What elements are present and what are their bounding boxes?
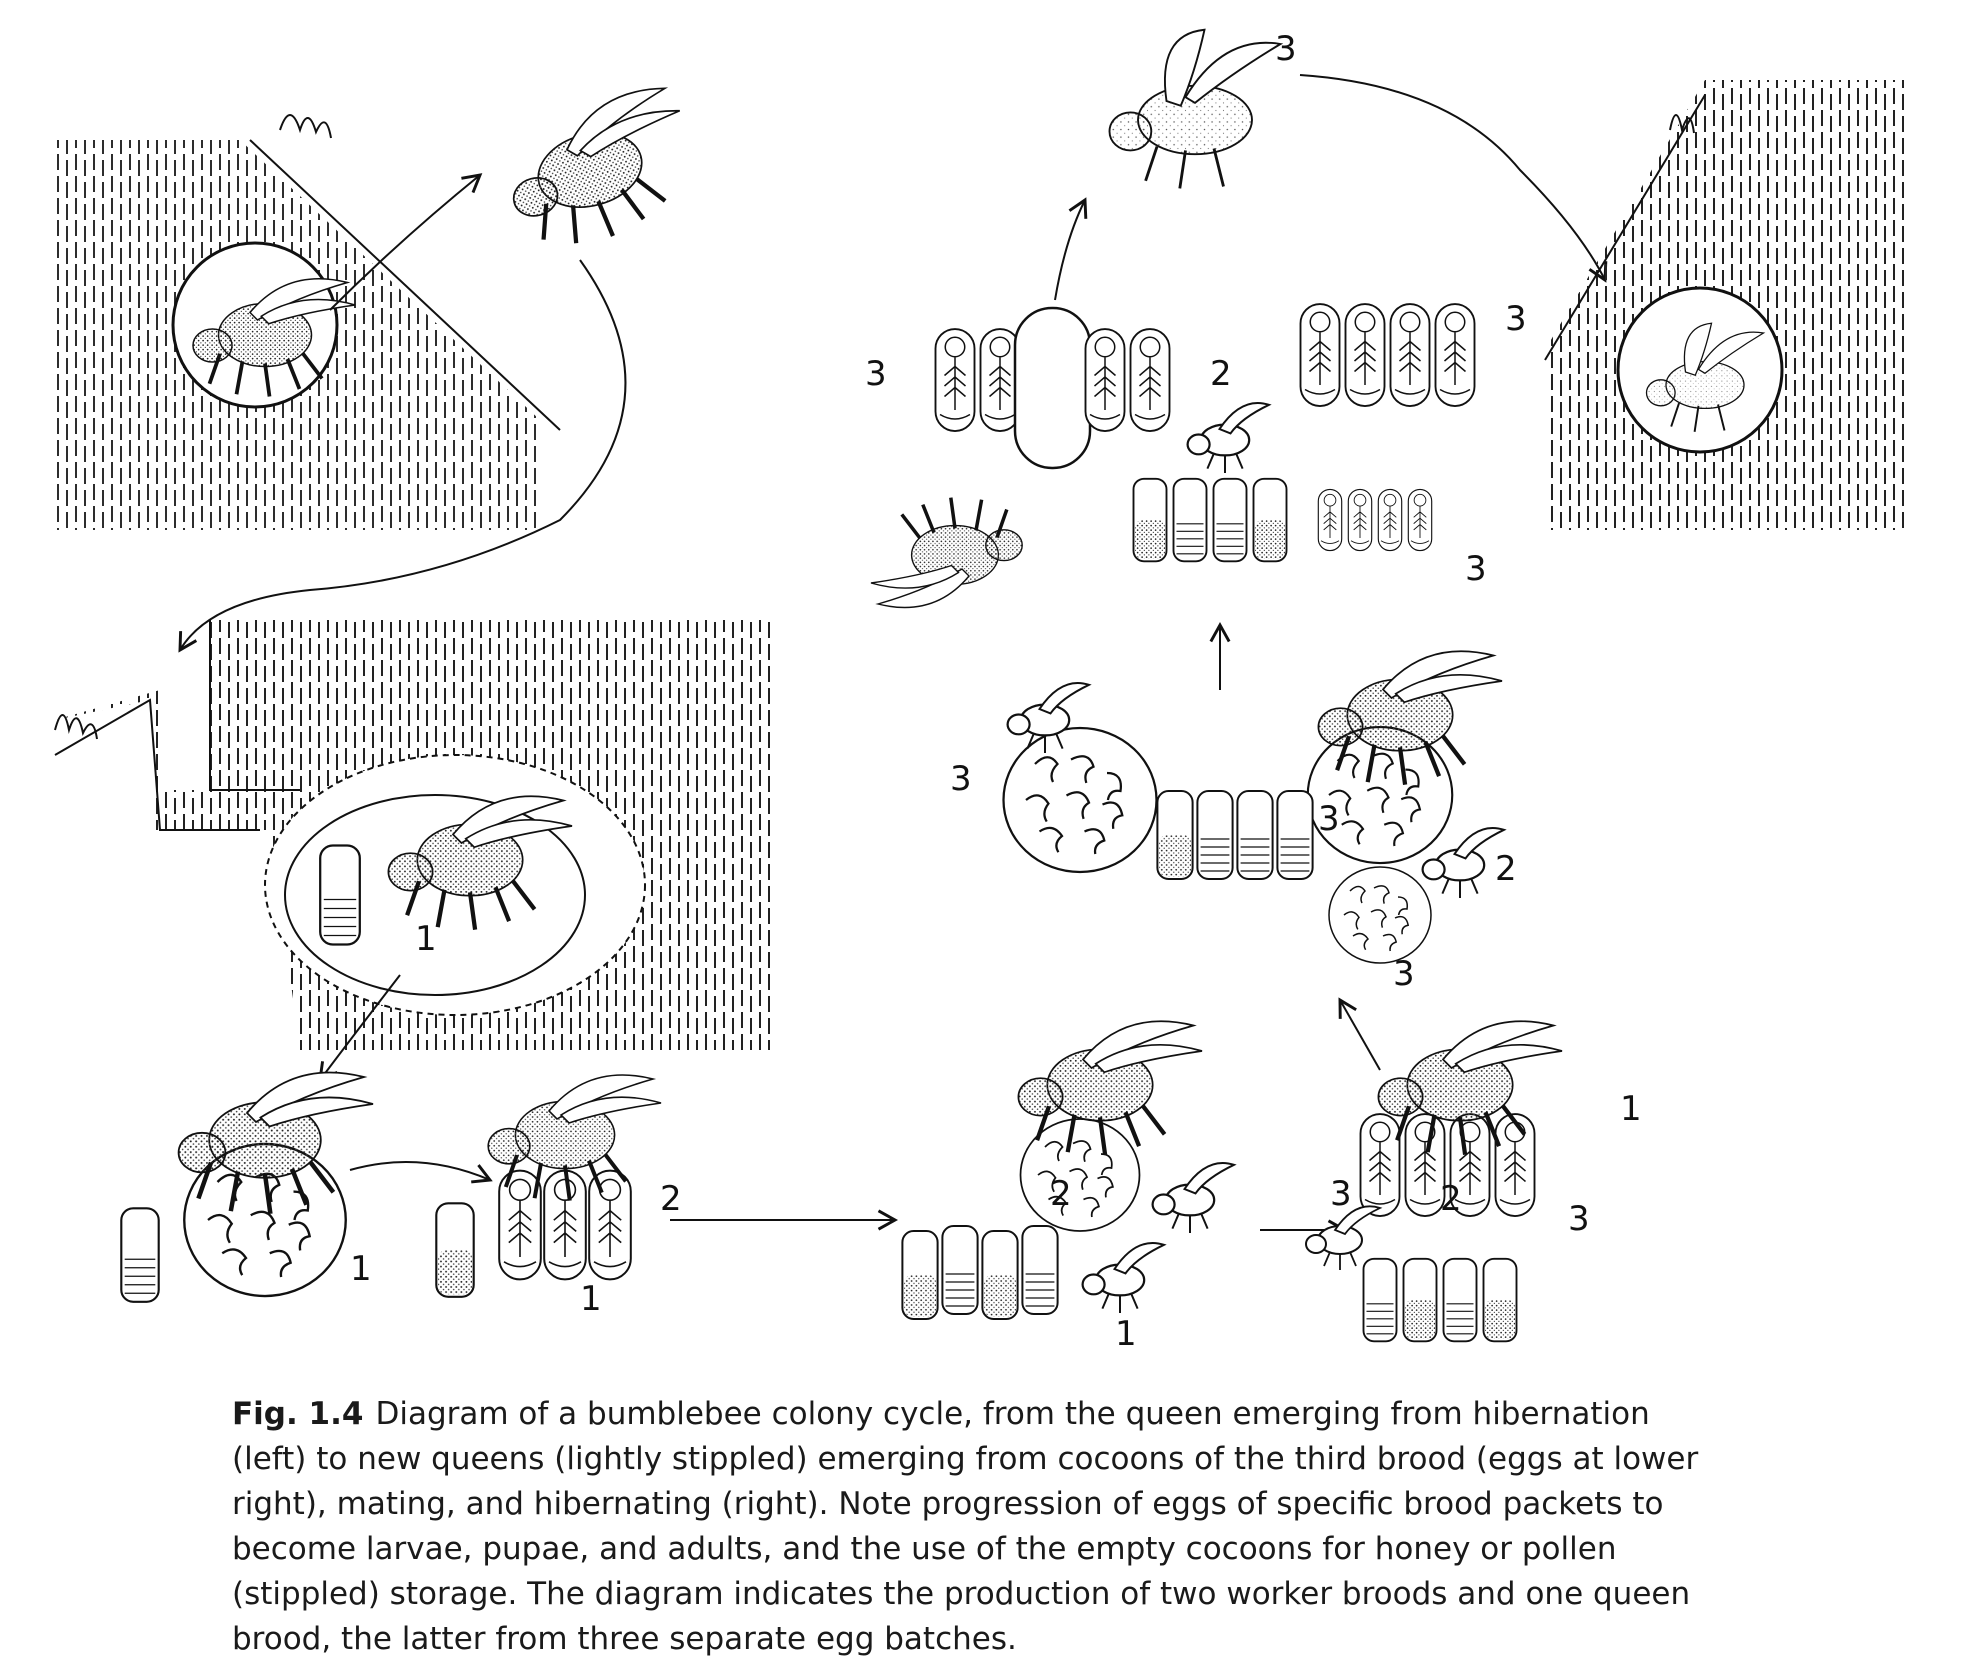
stage2-brood-2-label: 2 [660, 1179, 682, 1219]
pollen-pot-2 [436, 1203, 473, 1297]
hibernation-soil-left [55, 115, 560, 530]
honeypot-1 [121, 1208, 158, 1302]
grass-icon [280, 115, 331, 138]
worker-stage-3a [1153, 1163, 1234, 1233]
arrow-queen-emergence [1055, 200, 1085, 300]
caption-text: Diagram of a bumblebee colony cycle, from the queen emerging from hibernation (left) to new queens (lightly stippled) emerging from cocoons of the third brood (eggs at lower right), mating, and hibernating (right). Note progression of eggs of specific brood packets to become larvae, pupae, and adults, and the use of the empty cocoons for honey or pollen (stippled) storage. The diagram indicates the production of two worker broods and one queen brood, the latter from three separate egg batches. [232, 1396, 1699, 1657]
emerging-queen [495, 82, 707, 258]
stage5-brood-3a-label: 3 [950, 759, 972, 799]
stage4-brood-3a-label: 3 [1330, 1174, 1352, 1214]
dead-queen [871, 498, 1022, 608]
stage-2-pupae [436, 1075, 681, 1319]
stage-5-queen-larvae [950, 651, 1517, 994]
new-queen-label: 3 [1275, 29, 1297, 69]
arrow-stage-1-2 [350, 1162, 490, 1180]
stage-3-first-workers [902, 1021, 1234, 1354]
stage3-brood-2-label: 2 [1050, 1174, 1072, 1214]
stage6-brood-2-label: 2 [1210, 354, 1232, 394]
stage4-brood-3b-label: 3 [1568, 1199, 1590, 1239]
stage4-brood-2-label: 2 [1440, 1179, 1462, 1219]
emerged-queen-cocoon [1015, 308, 1090, 468]
stage-1-larvae [121, 1073, 373, 1302]
arrow-to-hibernation [1300, 75, 1605, 280]
nest-founding-panel [55, 620, 770, 1050]
stage5-brood-3b-label: 3 [1318, 799, 1340, 839]
new-queen-mating [1110, 30, 1281, 189]
stage1-brood-label: 1 [350, 1249, 372, 1289]
hibernation-soil-right [1545, 80, 1910, 530]
worker-stage-3b [1083, 1243, 1164, 1313]
stage6-brood-3a-label: 3 [865, 354, 887, 394]
stage2-brood-1-label: 1 [580, 1279, 602, 1319]
stage-6-queen-pupae [865, 299, 1527, 608]
stage6-brood-3b-label: 3 [1505, 299, 1527, 339]
stage6-brood-3c-label: 3 [1465, 549, 1487, 589]
figure-caption [232, 1392, 1732, 1662]
stage4-brood-1-label: 1 [1620, 1089, 1642, 1129]
stage-4-second-brood [1306, 1021, 1642, 1341]
stage5-brood-2-label: 2 [1495, 849, 1517, 889]
stage3-brood-1-label: 1 [1115, 1314, 1137, 1354]
nest-founding-label: 1 [415, 919, 437, 959]
first-honeypot [320, 846, 360, 945]
stage5-brood-3c-label: 3 [1393, 954, 1415, 994]
figure-number: Fig. 1.4 [232, 1396, 364, 1432]
arrow-stage-4-5 [1340, 1000, 1380, 1070]
